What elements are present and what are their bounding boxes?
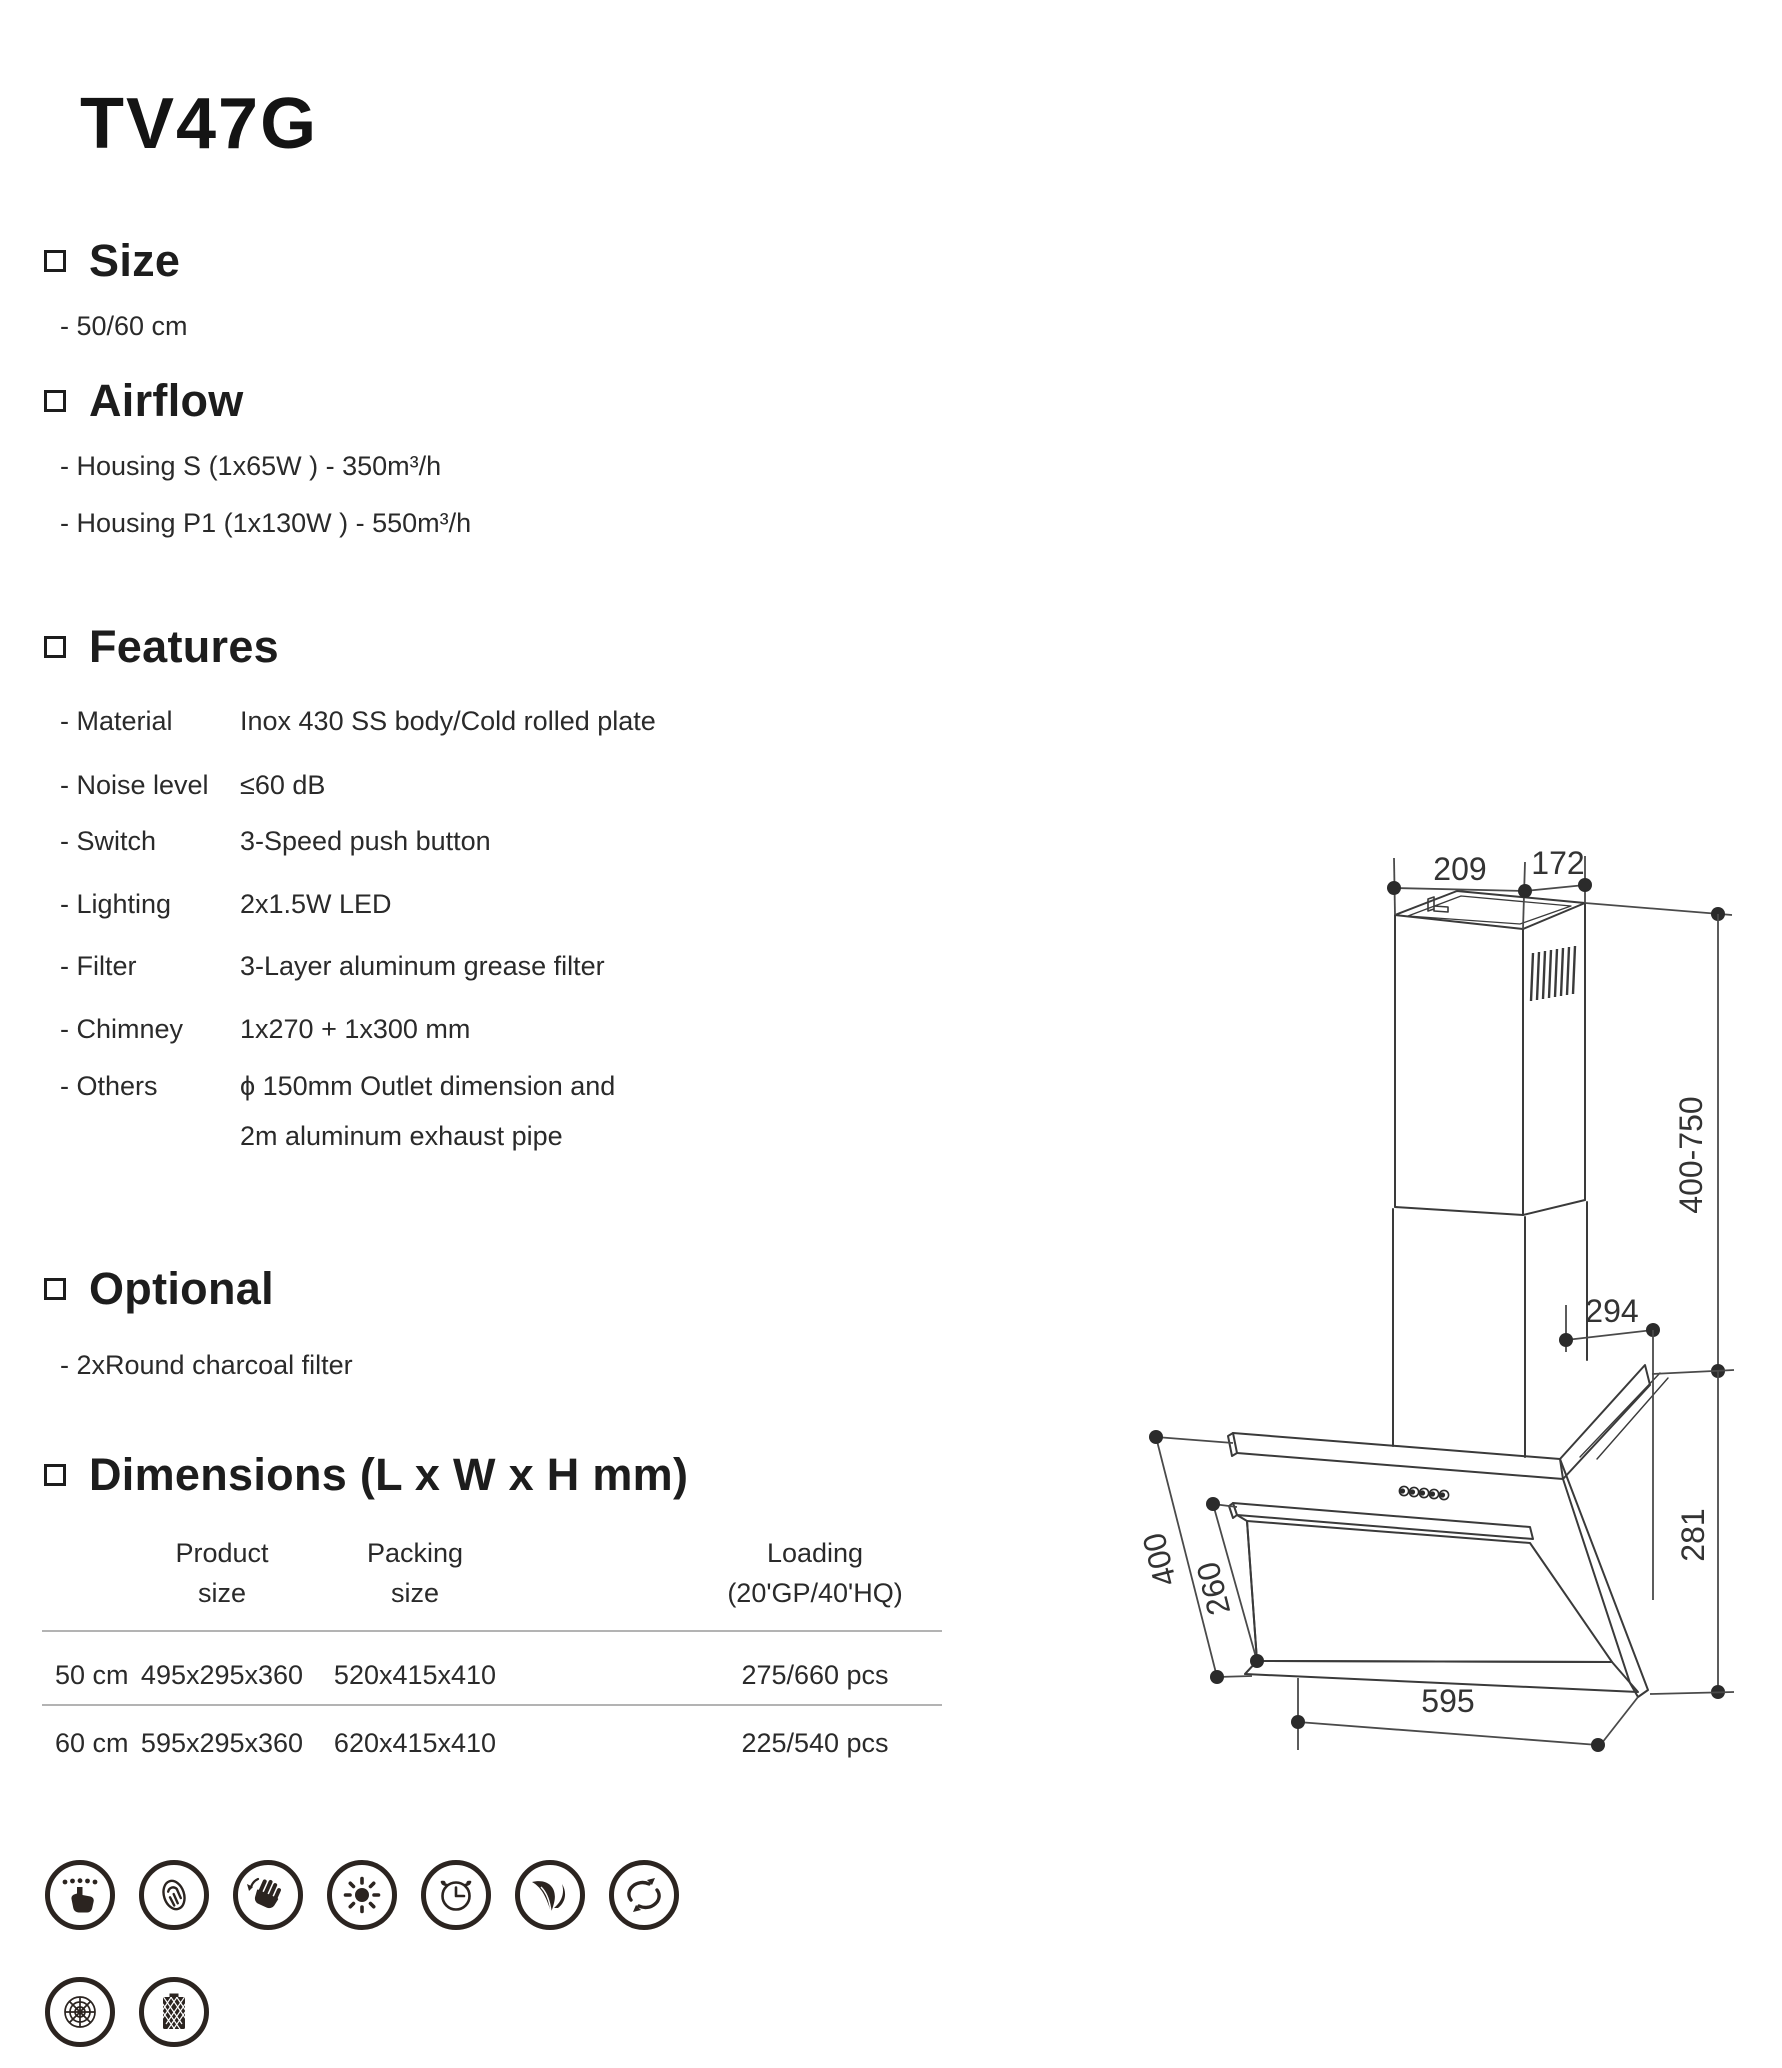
square-bullet-icon <box>44 1464 66 1486</box>
feature-value: 3-Speed push button <box>240 826 491 856</box>
touch-control-icon <box>139 1860 209 1930</box>
feature-value: ≤60 dB <box>240 770 326 800</box>
air-recirculation-icon <box>609 1860 679 1930</box>
feature-row <box>60 770 920 801</box>
table-rule <box>42 1630 942 1632</box>
feature-label: - Chimney <box>60 1014 184 1044</box>
airflow-heading: Airflow <box>89 375 244 426</box>
dim-chimney-height: 400-750 <box>1673 1096 1709 1214</box>
col-header-packing-sub: size <box>390 1578 440 1608</box>
led-lighting-icon <box>327 1860 397 1930</box>
charcoal-filter-icon <box>139 1977 209 2047</box>
feature-row <box>60 1071 920 1102</box>
product-model-title: TV47G <box>80 84 319 164</box>
section-heading-optional <box>44 1263 274 1314</box>
dim-hood-left-height: 400 <box>1135 1529 1184 1590</box>
eco-icon <box>515 1860 585 1930</box>
push-button-control-icon <box>45 1860 115 1930</box>
row-packing-size: 620x415x410 <box>333 1728 497 1758</box>
section-heading-size <box>44 235 181 286</box>
dimension-annotations <box>1135 845 1734 1752</box>
vent-grille <box>1531 946 1575 1001</box>
feature-value: 2x1.5W LED <box>240 889 392 919</box>
feature-row <box>60 951 920 982</box>
dimensions-heading: Dimensions (L x W x H mm) <box>89 1449 689 1500</box>
features-heading: Features <box>89 621 279 672</box>
section-heading-airflow <box>44 375 244 426</box>
feature-value: 2m aluminum exhaust pipe <box>240 1121 563 1151</box>
col-header-loading: Loading <box>766 1538 864 1568</box>
feature-value: 3-Layer aluminum grease filter <box>240 951 605 981</box>
square-bullet-icon <box>44 390 66 412</box>
airflow-item: - Housing S (1x65W ) - 350m³/h <box>60 451 442 481</box>
row-packing-size: 520x415x410 <box>333 1660 497 1690</box>
feature-row <box>60 1014 920 1045</box>
feature-row-continuation <box>60 1121 920 1152</box>
optional-value: - 2xRound charcoal filter <box>60 1350 353 1380</box>
col-header-loading-sub: (20'GP/40'HQ) <box>727 1578 903 1608</box>
section-heading-features <box>44 621 279 672</box>
feature-label: - Filter <box>60 951 137 981</box>
feature-label: - Switch <box>60 826 157 856</box>
control-buttons <box>1399 1486 1448 1499</box>
square-bullet-icon <box>44 636 66 658</box>
col-header-packing: Packing <box>366 1538 464 1568</box>
feature-value: ϕ 150mm Outlet dimension and <box>240 1071 616 1101</box>
dim-hood-depth: 294 <box>1585 1293 1639 1329</box>
size-heading: Size <box>89 235 181 286</box>
section-heading-dimensions <box>44 1449 689 1500</box>
row-loading: 225/540 pcs <box>741 1728 889 1758</box>
dim-top-depth: 172 <box>1531 845 1585 881</box>
metal-grease-filter-icon <box>45 1977 115 2047</box>
table-rule <box>42 1704 942 1706</box>
chimney-drawing <box>1393 891 1587 1457</box>
row-size-label: 60 cm <box>55 1728 129 1758</box>
size-value: - 50/60 cm <box>60 311 188 341</box>
square-bullet-icon <box>44 250 66 272</box>
dimensions-table <box>42 1538 942 1773</box>
airflow-item: - Housing P1 (1x130W ) - 550m³/h <box>60 508 472 538</box>
gesture-control-icon <box>233 1860 303 1930</box>
feature-row <box>60 706 920 737</box>
feature-label: - Noise level <box>60 770 209 800</box>
technical-drawing <box>1100 840 1760 1770</box>
square-bullet-icon <box>44 1278 66 1300</box>
col-header-product-sub: size <box>197 1578 247 1608</box>
hood-drawing <box>1228 1365 1668 1697</box>
col-header-product: Product <box>175 1538 269 1568</box>
feature-row <box>60 826 920 857</box>
row-product-size: 595x295x360 <box>140 1728 304 1758</box>
feature-value: Inox 430 SS body/Cold rolled plate <box>240 706 656 736</box>
dim-hood-right-height: 281 <box>1675 1508 1711 1562</box>
feature-row <box>60 889 920 920</box>
row-size-label: 50 cm <box>55 1660 129 1690</box>
optional-heading: Optional <box>89 1263 274 1314</box>
dim-hood-width: 595 <box>1421 1683 1475 1719</box>
feature-value: 1x270 + 1x300 mm <box>240 1014 471 1044</box>
row-loading: 275/660 pcs <box>741 1660 889 1690</box>
dim-glass-left-height: 260 <box>1189 1558 1238 1619</box>
timer-icon <box>421 1860 491 1930</box>
feature-label: - Material <box>60 706 173 736</box>
feature-label: - Others <box>60 1071 158 1101</box>
row-product-size: 495x295x360 <box>140 1660 304 1690</box>
dim-top-width: 209 <box>1433 851 1487 887</box>
feature-label: - Lighting <box>60 889 172 919</box>
